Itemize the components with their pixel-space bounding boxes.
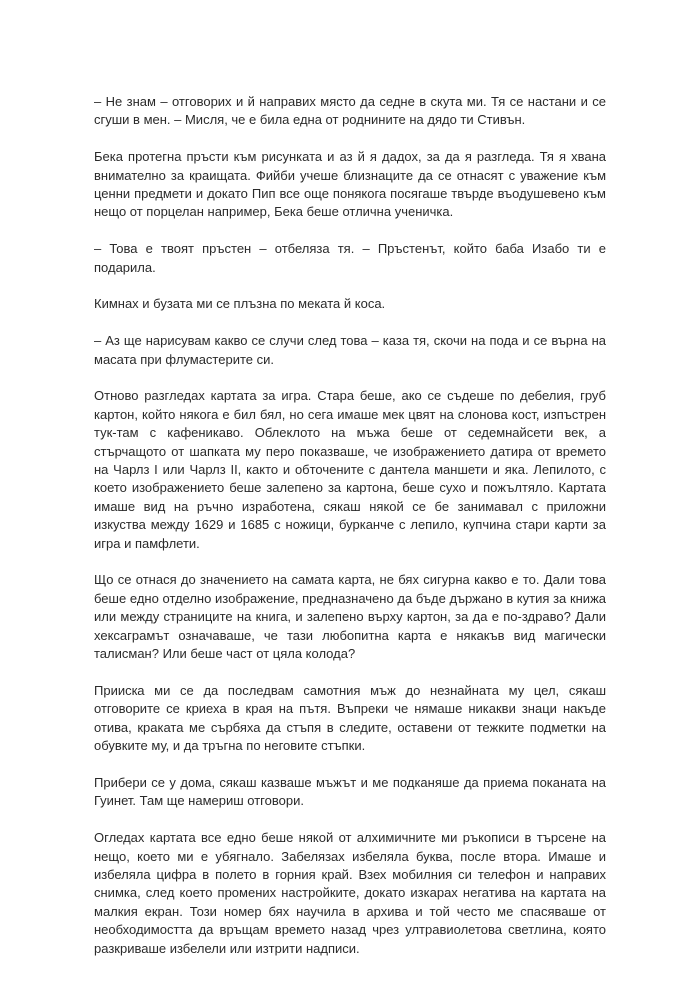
paragraph-1: – Не знам – отговорих и й направих място да седне в скута ми. Тя се настани и се сгуши в мен. – Мисля, че е била една от роднините на дядо ти Стивън. [94, 94, 606, 128]
paragraph-10: Огледах картата все едно беше някой от алхимичните ми ръкописи в търсене на нещо, което ми е убягнало. Забелязах избеляла буква, после втора. Имаше и избеляла цифра в полето в горния край. Взех мобилния си телефон и направих снимка, след което промених настройките, докато изкарах негатива на картата на малкия екран. Този номер бях научила в архива и той често ме спасяваше от необходимостта да връщам времето назад чрез ултравиолетова светлина, която разкриваше избелели или изтрити надписи. [94, 830, 606, 956]
document-body [94, 93, 606, 976]
paragraph-2: Бека протегна пръсти към рисунката и аз й я дадох, за да я разгледа. Тя я хвана внимателно за краищата. Фийби учеше близнаците да се отнасят с уважение към ценни предмети и докато Пип все още понякога посягаше твърде въодушевено към нещо от порцелан например, Бека беше отлична ученичка. [94, 149, 606, 220]
paragraph-6: Отново разгледах картата за игра. Стара беше, ако се съдеше по дебелия, груб картон, който някога е бил бял, но сега имаше мек цвят на слонова кост, изпъстрен тук-там с кафеникаво. Облеклото на мъжа беше от седемнайсети век, а стърчащото от шапката му перо показваше, че изображението датира от времето на Чарлз I или Чарлз II, както и обточените с дантела маншети и яка. Лепилото, с което изображението беше залепено за картона, беше сухо и пожълтяло. Картата имаше вид на ръчно изработена, сякаш някой се бе занимавал с приложни изкуства между 1629 и 1685 с ножици, бурканче с лепило, купчина стари карти за игра и памфлети. [94, 388, 606, 551]
paragraph-5: – Аз ще нарисувам какво се случи след това – каза тя, скочи на пода и се върна на масата при флумастерите си. [94, 333, 606, 367]
paragraph-9: Прибери се у дома, сякаш казваше мъжът и ме подканяше да приема поканата на Гуинет. Там ще намериш отговори. [94, 774, 606, 809]
paragraph-4: Кимнах и бузата ми се плъзна по меката й коса. [94, 296, 386, 312]
paragraph-3: – Това е твоят пръстен – отбеляза тя. – Пръстенът, който баба Изабо ти е подарила. [94, 241, 606, 275]
paragraph-7: Що се отнася до значението на самата карта, не бях сигурна какво е то. Дали това беше едно отделно изображение, предназначено да бъде държано в кутия за книжа или между страниците на книга, и залепено върху картон, за да е по-здраво? Дали хексаграмът означаваше, че тази любопитна карта е някакъв вид магически талисман? Или беше част от цяла колода? [94, 572, 606, 662]
paragraph-8: Приискa ми се да последвам самотния мъж до незнайната му цел, сякаш отговорите се криеха в края на пътя. Въпреки че нямаше никакви знаци накъде отива, краката ме сърбяха да стъпя в следите, оставени от тежките подметки на обувките му, и да тръгна по неговите стъпки. [94, 682, 606, 754]
